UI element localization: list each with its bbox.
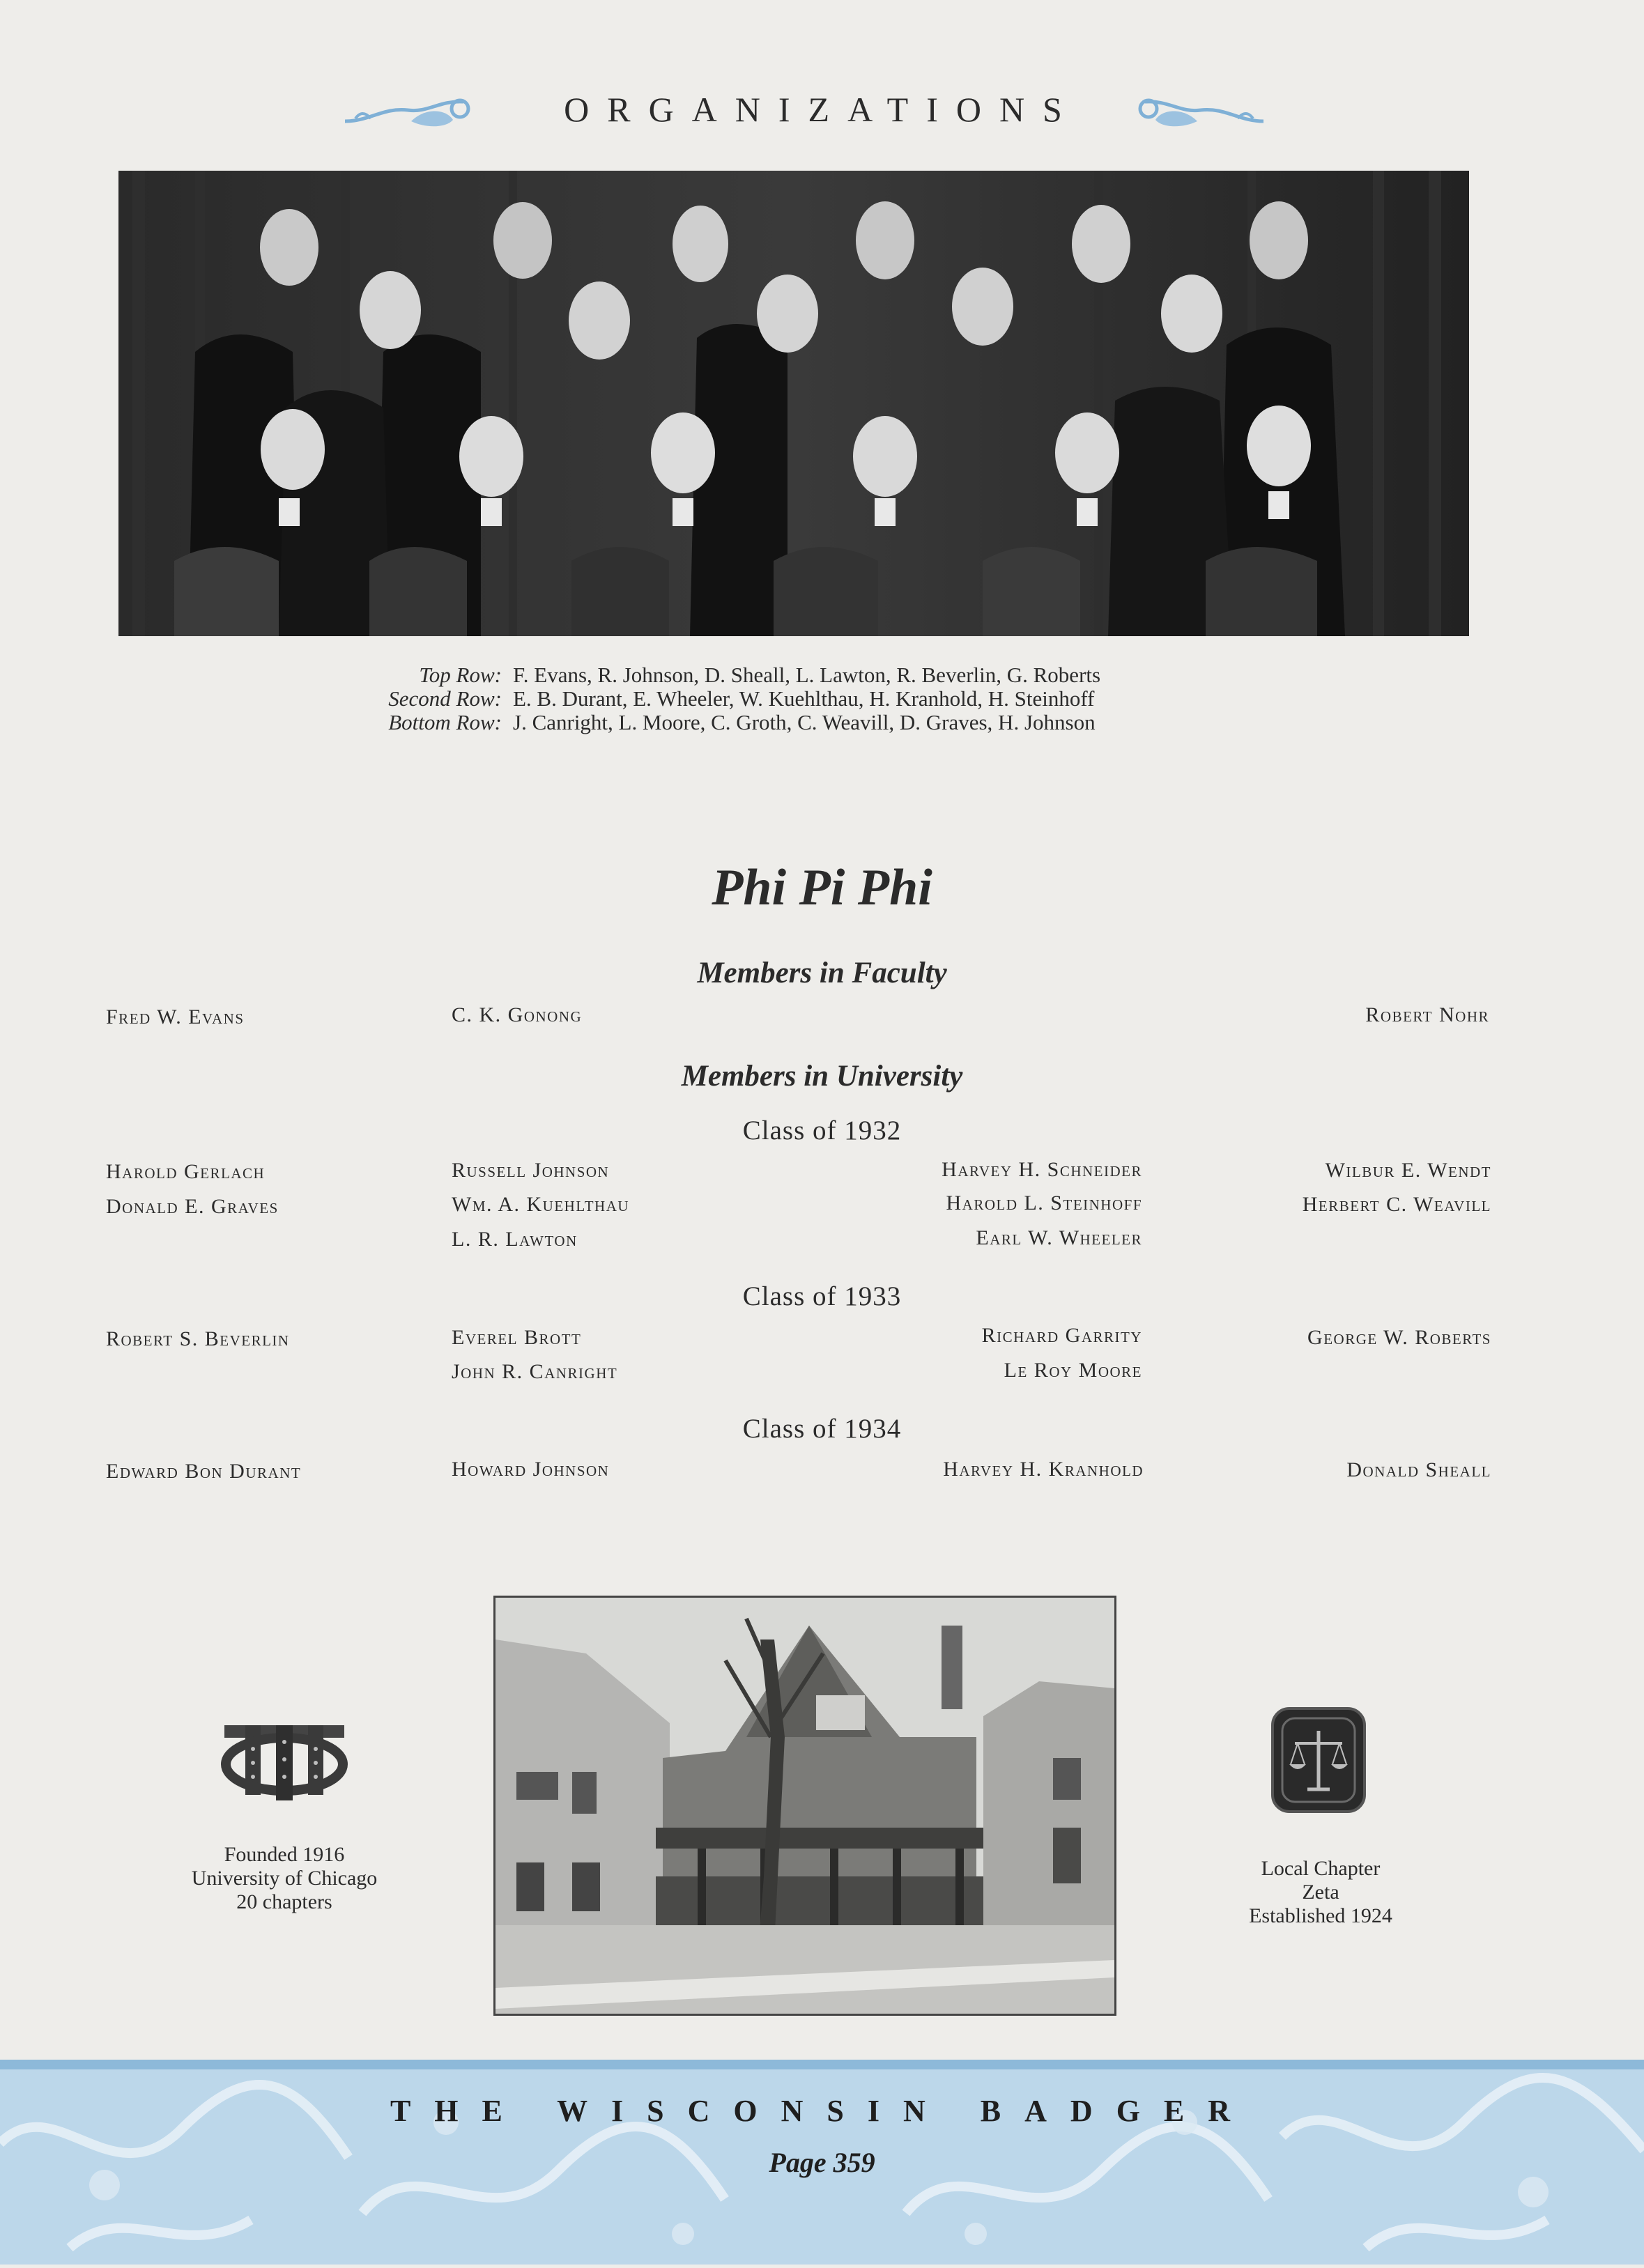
member-name: Harold L. Steinhoff	[946, 1191, 1142, 1214]
member-name: Robert S. Beverlin	[106, 1327, 290, 1350]
chapter-house-photo	[493, 1596, 1116, 2016]
group-photo-image	[118, 171, 1469, 636]
scales-badge-icon	[1270, 1706, 1367, 1814]
member-name: Earl W. Wheeler	[976, 1226, 1142, 1249]
member-name: Harvey H. Kranhold	[943, 1458, 1144, 1481]
member-name: Howard Johnson	[452, 1458, 610, 1481]
member-name: Edward Bon Durant	[106, 1460, 302, 1483]
section-header: ORGANIZATIONS	[564, 90, 1080, 129]
chapter-house-image	[495, 1598, 1114, 2014]
fraternity-name: Phi Pi Phi	[712, 859, 932, 916]
member-name: Everel Brott	[452, 1326, 582, 1349]
publication-title: THE WISCONSIN BADGER	[390, 2094, 1254, 2128]
caption-row: Bottom Row: J. Canright, L. Moore, C. Groth, C. Weavill, D. Graves, H. Johnson	[388, 710, 1096, 734]
member-name: George W. Roberts	[1307, 1326, 1491, 1349]
page-number: Page 359	[769, 2147, 875, 2178]
class-heading: Class of 1934	[742, 1414, 902, 1444]
footer-rule	[0, 2060, 1644, 2069]
member-name: Richard Garrity	[981, 1324, 1142, 1347]
group-photo	[118, 171, 1469, 636]
right-ornament-icon	[1135, 93, 1267, 132]
faculty-heading: Members in Faculty	[697, 957, 947, 989]
member-name: Wilbur E. Wendt	[1325, 1159, 1491, 1182]
member-name: Harvey H. Schneider	[942, 1158, 1142, 1181]
class-heading: Class of 1933	[742, 1281, 902, 1311]
member-name: Harold Gerlach	[106, 1160, 266, 1183]
member-name: Donald Sheall	[1346, 1458, 1491, 1481]
faculty-member: Fred W. Evans	[106, 1005, 245, 1028]
member-name: Russell Johnson	[452, 1159, 610, 1182]
photo-caption	[369, 663, 1275, 734]
member-name: Herbert C. Weavill	[1302, 1193, 1491, 1216]
chapter-info: Local Chapter Zeta Established 1924	[1249, 1857, 1392, 1927]
faculty-member: Robert Nohr	[1365, 1003, 1489, 1026]
class-heading: Class of 1932	[742, 1116, 902, 1145]
caption-row: Top Row: F. Evans, R. Johnson, D. Sheall, L. Lawton, R. Beverlin, G. Roberts	[419, 663, 1101, 687]
member-name: Donald E. Graves	[106, 1195, 279, 1218]
university-heading: Members in University	[681, 1060, 963, 1093]
caption-row: Second Row: E. B. Durant, E. Wheeler, W. Kuehlthau, H. Kranhold, H. Steinhoff	[388, 686, 1095, 711]
founded-info: Founded 1916 University of Chicago 20 chapters	[191, 1843, 378, 1913]
faculty-member: C. K. Gonong	[452, 1003, 583, 1026]
greek-letters-crest-icon	[217, 1721, 351, 1803]
member-name: L. R. Lawton	[452, 1228, 578, 1251]
member-name: John R. Canright	[452, 1360, 618, 1383]
member-name: Le Roy Moore	[1004, 1359, 1142, 1382]
member-name: Wm. A. Kuehlthau	[452, 1193, 630, 1216]
